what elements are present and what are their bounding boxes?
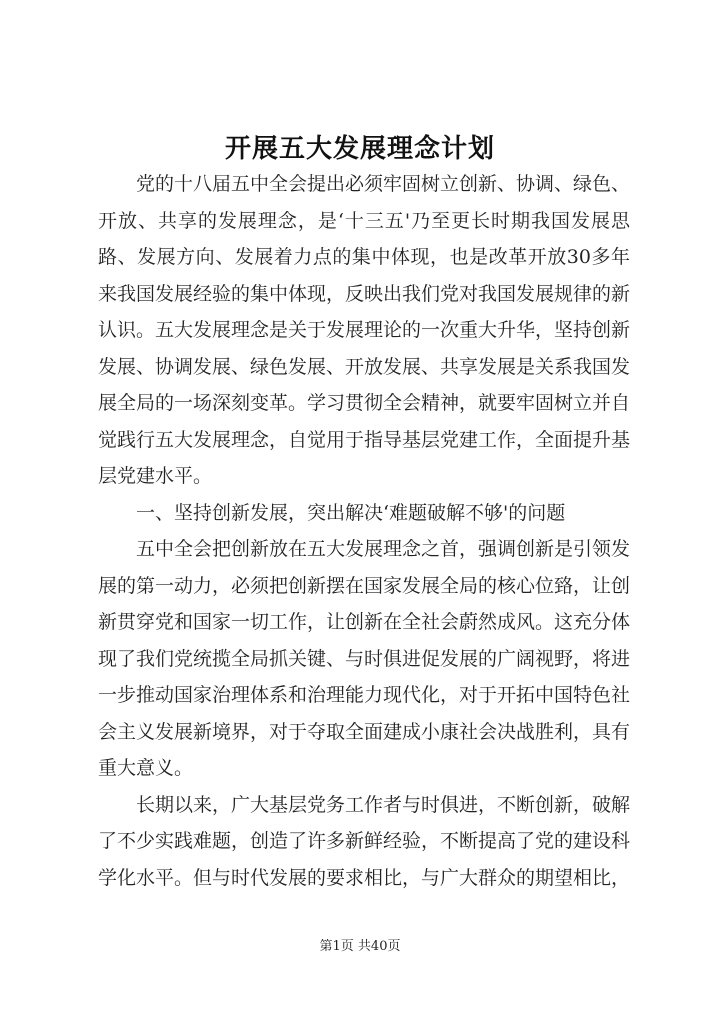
document-title: 开展五大发展理念计划: [224, 134, 495, 164]
document-body: [98, 166, 630, 896]
text-line: 一步推动国家治理体系和治理能力现代化，对于开拓中国特色社: [98, 684, 631, 706]
text-line: 路、发展方向、发展着力点的集中体现，也是改革开放30多年: [98, 246, 630, 268]
text-line: 党的十八届五中全会提出必须牢固树立创新、协调、绿色、: [136, 173, 631, 195]
text-line: 展全局的一场深刻变革。学习贯彻全会精神，就要牢固树立并自: [98, 392, 631, 414]
text-line: 开放、共享的发展理念，是‘十三五'乃至更长时期我国发展思: [98, 209, 630, 232]
text-line: 展的第一动力，必须把创新摆在国家发展全局的核心位臵，让创: [98, 574, 631, 597]
text-line: 认识。五大发展理念是关于发展理论的一次重大升华，坚持创新: [98, 319, 631, 341]
text-line: 现了我们党统揽全局抓关键、与时俱进促发展的广阔视野，将进: [98, 647, 631, 670]
text-line: 新贯穿党和国家一切工作，让创新在全社会蔚然成风。这充分体: [98, 611, 631, 633]
text-line: 层党建水平。: [98, 465, 213, 487]
text-line: 重大意义。: [98, 757, 194, 779]
text-line: 发展、协调发展、绿色发展、开放发展、共享发展是关系我国发: [98, 355, 631, 378]
text-line: 学化水平。但与时代发展的要求相比，与广大群众的期望相比，: [98, 866, 631, 889]
text-line: 了不少实践难题，创造了许多新鲜经验，不断提高了党的建设科: [98, 830, 631, 852]
text-line: 长期以来，广大基层党务工作者与时俱进，不断创新，破解: [136, 793, 631, 816]
page-number: 第1页 共40页: [319, 939, 401, 954]
text-line: 觉践行五大发展理念，自觉用于指导基层党建工作，全面提升基: [98, 428, 631, 451]
section-heading: 一、坚持创新发展，突出解决‘难题破解不够'的问题: [136, 501, 566, 524]
text-line: 来我国发展经验的集中体现，反映出我们党对我国发展规律的新: [98, 282, 631, 305]
text-line: 会主义发展新境界，对于夺取全面建成小康社会决战胜利，具有: [98, 720, 631, 743]
text-line: 五中全会把创新放在五大发展理念之首，强调创新是引领发: [136, 538, 631, 560]
